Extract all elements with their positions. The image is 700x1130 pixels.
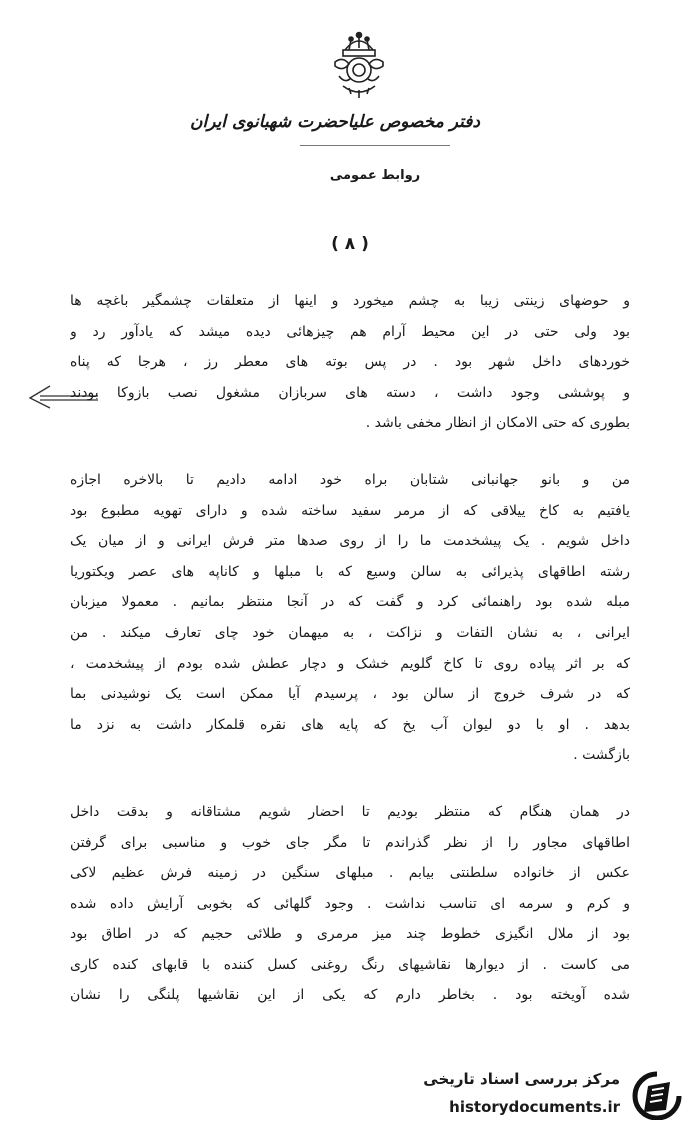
text-line: بطوری که حتی الامکان از انظار مخفی باشد .: [365, 415, 630, 432]
text-line: بود از ملال انگیزی خطوط چند میز مرمری و طلائی حجیم که در اطاق بود: [70, 926, 630, 943]
text-line: و کرم و سرمه ای تناسب نداشت . وجود گلهائی که بخوبی آرایش داده شده: [70, 895, 630, 912]
text-line: من و بانو جهانبانی شتابان براه خود ادامه دادیم تا بالاخره اجازه: [70, 471, 630, 488]
text-line: مبله شده بود راهنمائی کرد و گفت که در آنجا منتظر بمانیم . معمولا میزبان: [70, 594, 630, 611]
header-divider: [300, 145, 450, 146]
paragraph-3: [70, 797, 630, 1011]
office-title: دفتر مخصوص علیاحضرت شهبانوی ایران: [189, 112, 480, 132]
department-label: روابط عمومی: [329, 168, 421, 183]
imperial-crown-emblem-icon: [325, 28, 393, 100]
page-number: ( ۸ ): [331, 234, 369, 254]
paragraph-2: [70, 465, 630, 771]
text-line: می کاست . از دیوارها نقاشیهای رنگ روغنی کسل کننده با قابهای کنده کاری: [70, 956, 630, 973]
text-line: در همان هنگام که منتظر بودیم تا احضار شویم مشتاقانه و بدقت داخل: [70, 803, 630, 820]
archive-watermark: [420, 1068, 690, 1124]
archive-url: historydocuments.ir: [449, 1098, 620, 1116]
text-line: بدهد . او با دو لیوان آب یخ که پایه های نقره قلمکار داشت به نزد ما: [70, 716, 630, 733]
text-line: بازگشت .: [573, 747, 630, 764]
text-line: که در شرف خروج از سالن بود ، پرسیدم آیا ممکن است یک نوشیدنی بما: [70, 686, 630, 703]
text-line: رشته اطاقهای پذیرائی به سالن وسیع که با مبلها و کاناپه های عصر ویکتوریا: [70, 563, 630, 580]
text-line: که بر اثر پیاده روی تا کاخ گلویم خشک و دچار عطش شده بودم از پیشخدمت ،: [70, 655, 630, 672]
text-line: ایرانی ، به نشان التفات و نزاکت ، به میهمان خود چای تعارف میکند . من: [70, 624, 630, 641]
text-line: و پوششی وجود داشت ، دسته های سربازان مشغول نصب بازوکا بودند: [70, 384, 630, 401]
text-line: عکس از خانواده سلطنتی بیابم . مبلهای سنگین در زمینه فرش عظیم لاکی: [70, 865, 630, 882]
text-line: اطاقهای مجاور را از نظر گذراندم تا مگر جای خوب و مناسبی برای گرفتن: [70, 834, 630, 851]
archive-name: مرکز بررسی اسناد تاریخی: [423, 1070, 620, 1088]
text-line: بود ولی حتی در این محیط آرام هم چیزهائی دیده میشد که یادآور رد و: [70, 323, 630, 340]
text-line: یافتیم به کاخ ییلاقی که از مرمر سفید ساخته شده و دارای تهویه مطبوع بود: [70, 502, 630, 519]
archive-logo-icon: [630, 1070, 684, 1120]
paragraph-1: [70, 286, 630, 439]
text-line: و حوضهای زینتی زیبا به چشم میخورد و اینها از متعلقات چشمگیر باغچه ها: [70, 293, 630, 309]
text-line: شده آویخته بود . بخاطر دارم که یکی از این نقاشیها پلنگی را نشان: [70, 987, 630, 1004]
letter-body: [70, 286, 630, 1037]
text-line: خوردهای داخل شهر بود . در پس بوته های معطر رز ، هرجا که پناه: [70, 354, 630, 371]
text-line: داخل شویم . یک پیشخدمت ما را از روی صدها متر فرش ایرانی و از میان یک: [70, 533, 630, 550]
